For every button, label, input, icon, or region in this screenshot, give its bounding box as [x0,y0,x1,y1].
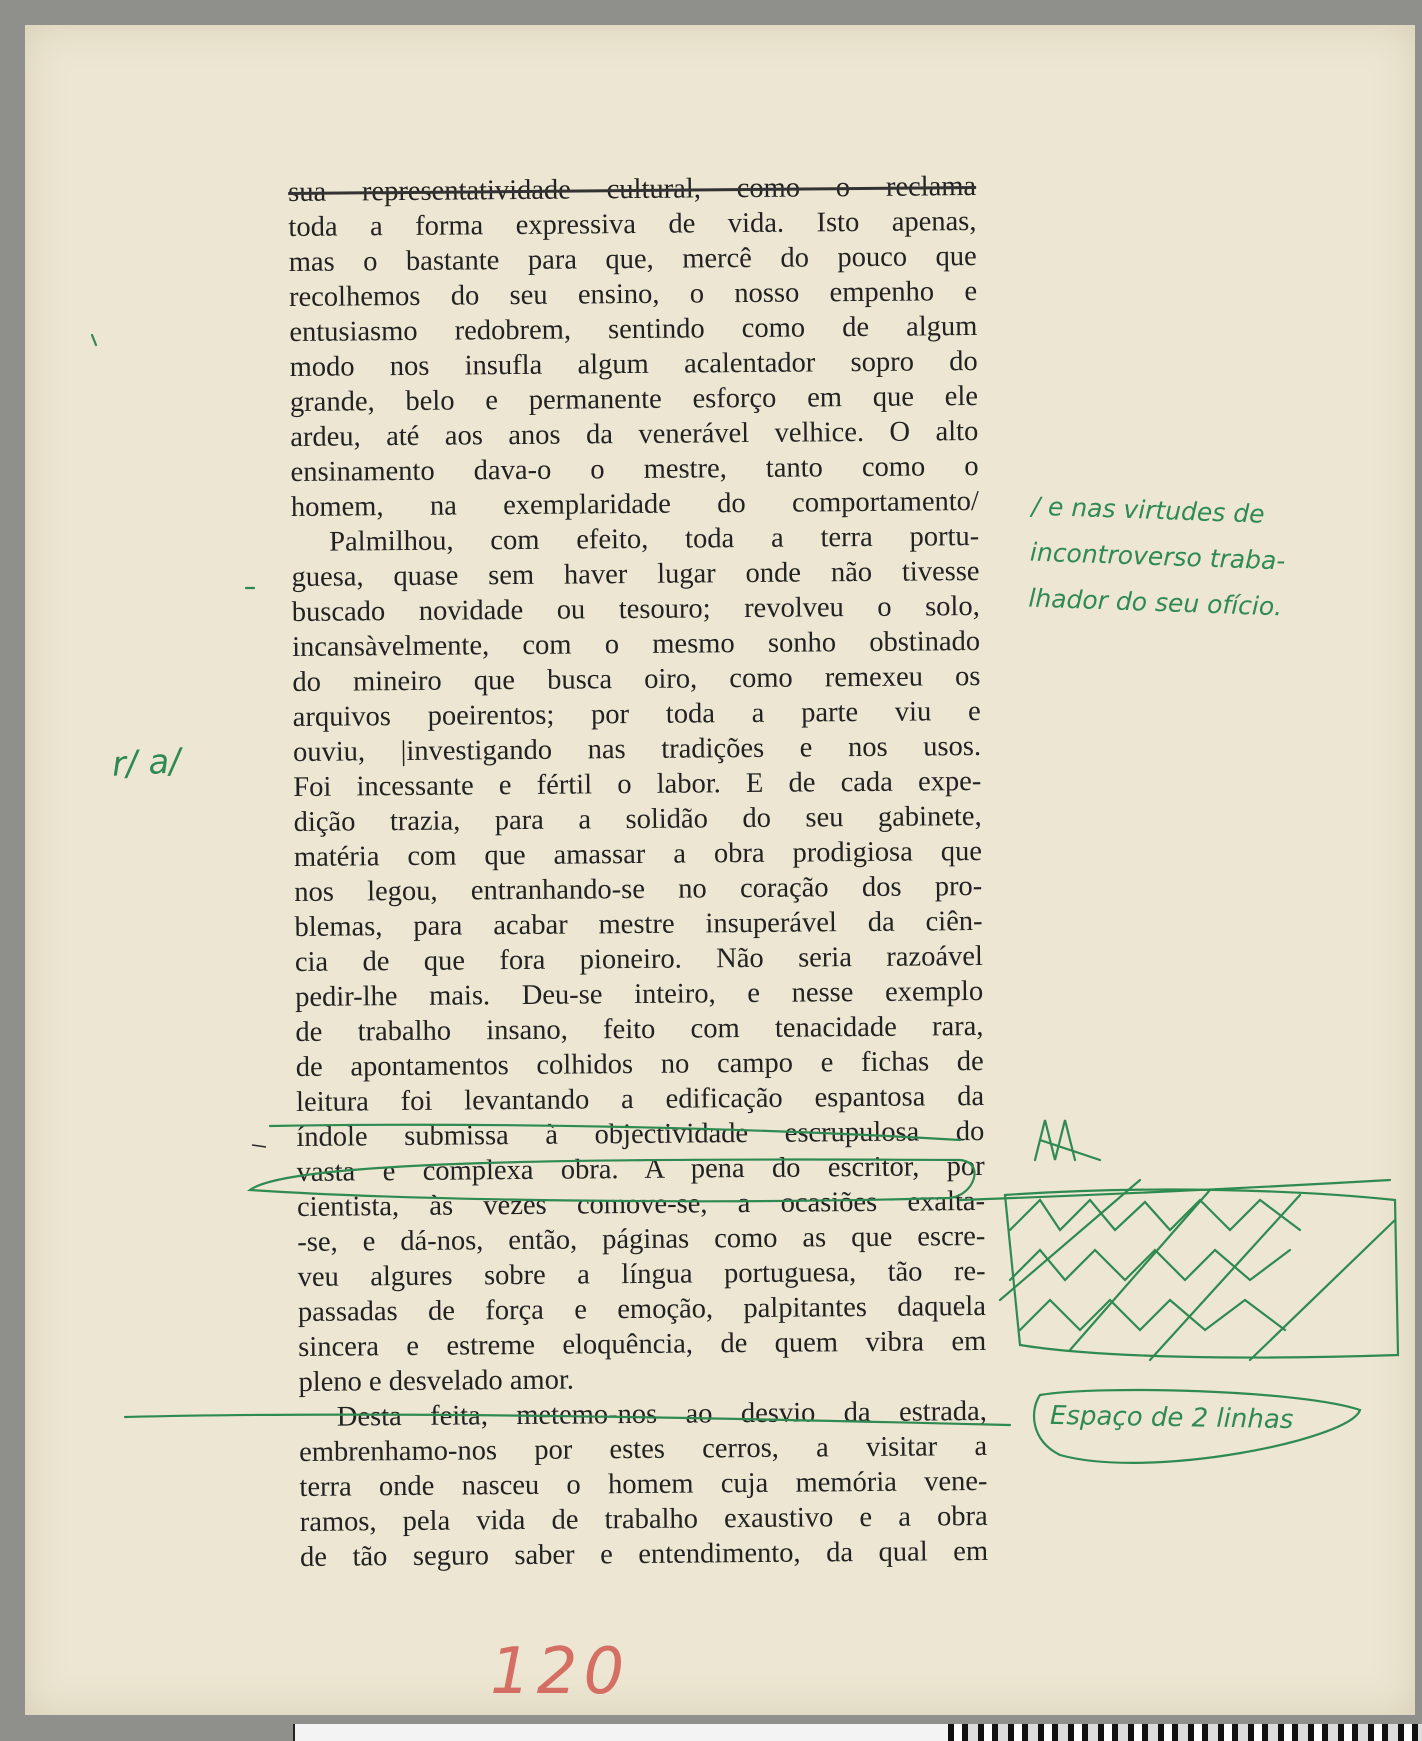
margin-note-line: incontroverso traba- [1029,537,1286,576]
text-line: leitura foi levantando a edificação espantosa da [295,1080,985,1118]
text-line: de trabalho insano, feito com tenacidade rara, [295,1010,984,1048]
text-line: buscado novidade ou tesouro; revolveu o solo, [291,590,980,628]
text-line: mas o bastante para que, mercê do pouco que [288,240,977,278]
text-line: entusiasmo redobrem, sentindo como de algum [289,310,978,348]
margin-note-spacing: Espaço de 2 linhas [1049,1400,1294,1436]
margin-note-line: lhador do seu ofício. [1027,583,1283,622]
text-line: índole submissa à objectividade escrupulosa do [296,1115,985,1153]
text-line: ensinamento dava-o o mestre, tanto como o [290,450,979,488]
text-line: cientista, às vezes comove-se, a ocasiões exalta- [296,1185,986,1223]
text-line: sua representatividade cultural, como o reclama [288,170,977,208]
text-line: ramos, pela vida de trabalho exaustivo e a obra [299,1500,988,1538]
scale-bar [948,1724,1422,1741]
text-line: recolhemos do seu ensino, o nosso empenho e [288,275,978,313]
text-line: blemas, para acabar mestre insuperável da ciên- [294,905,983,943]
text-line: toda a forma expressiva de vida. Isto apenas, [288,205,977,243]
text-line: matéria com que amassar a obra prodigiosa que [293,835,983,873]
text-line: homem, na exemplaridade do comportamento/ [290,485,980,523]
text-line: cia de que fora pioneiro. Não seria razoável [294,940,983,978]
text-line: embrenhamo-nos por estes cerros, a visitar a [299,1430,988,1468]
text-line: dição trazia, para a solidão do seu gabinete, [293,800,982,838]
margin-note-right [1028,484,1288,631]
text-line: pleno e desvelado amor. [298,1364,575,1398]
text-line: -se, e dá-nos, então, páginas como as que escre- [297,1220,986,1258]
text-line: ouviu, |investigando nas tradições e nos usos. [292,730,982,768]
text-line: de apontamentos colhidos no campo e fichas de [295,1045,984,1083]
text-line: do mineiro que busca oiro, como remexeu os [292,660,981,698]
margin-note-left: r/ a/ [111,741,182,785]
text-line: passadas de força e emoção, palpitantes daquela [297,1290,987,1328]
text-line: veu algures sobre a língua portuguesa, tão re- [297,1255,986,1293]
text-line: terra onde nasceu o homem cuja memória vene- [299,1465,988,1503]
text-line: Foi incessante e fértil o labor. E de cada expe- [293,765,982,803]
text-line: pedir-lhe mais. Deu-se inteiro, e nesse exemplo [295,975,984,1013]
body-text [288,169,988,1575]
text-line: sincera e estreme eloquência, de quem vibra em [298,1325,987,1363]
text-line: Palmilhou, com efeito, toda a terra portu- [329,520,980,558]
margin-note-line: / e nas virtudes de [1031,491,1266,529]
page-number: 120 [490,1635,631,1709]
text-line: de tão seguro saber e entendimento, da qual em [299,1535,989,1573]
text-line: nos legou, entranhando-se no coração dos pro- [294,870,983,908]
text-line: vasta e complexa obra. A pena do escritor, por [296,1150,985,1188]
text-line: guesa, quase sem haver lugar onde não tivesse [291,555,980,593]
text-line: ardeu, até aos anos da venerável velhice. O alto [290,415,979,453]
scale-bar-light [293,1724,950,1741]
text-line: grande, belo e permanente esforço em que ele [289,380,979,418]
text-line: incansàvelmente, com o mesmo sonho obstinado [291,625,981,663]
text-line: Desta feita, metemo-nos ao desvio da estrada, [336,1395,987,1433]
text-line: arquivos poeirentos; por toda a parte viu e [292,695,981,733]
text-line: modo nos insufla algum acalentador sopro do [289,345,978,383]
